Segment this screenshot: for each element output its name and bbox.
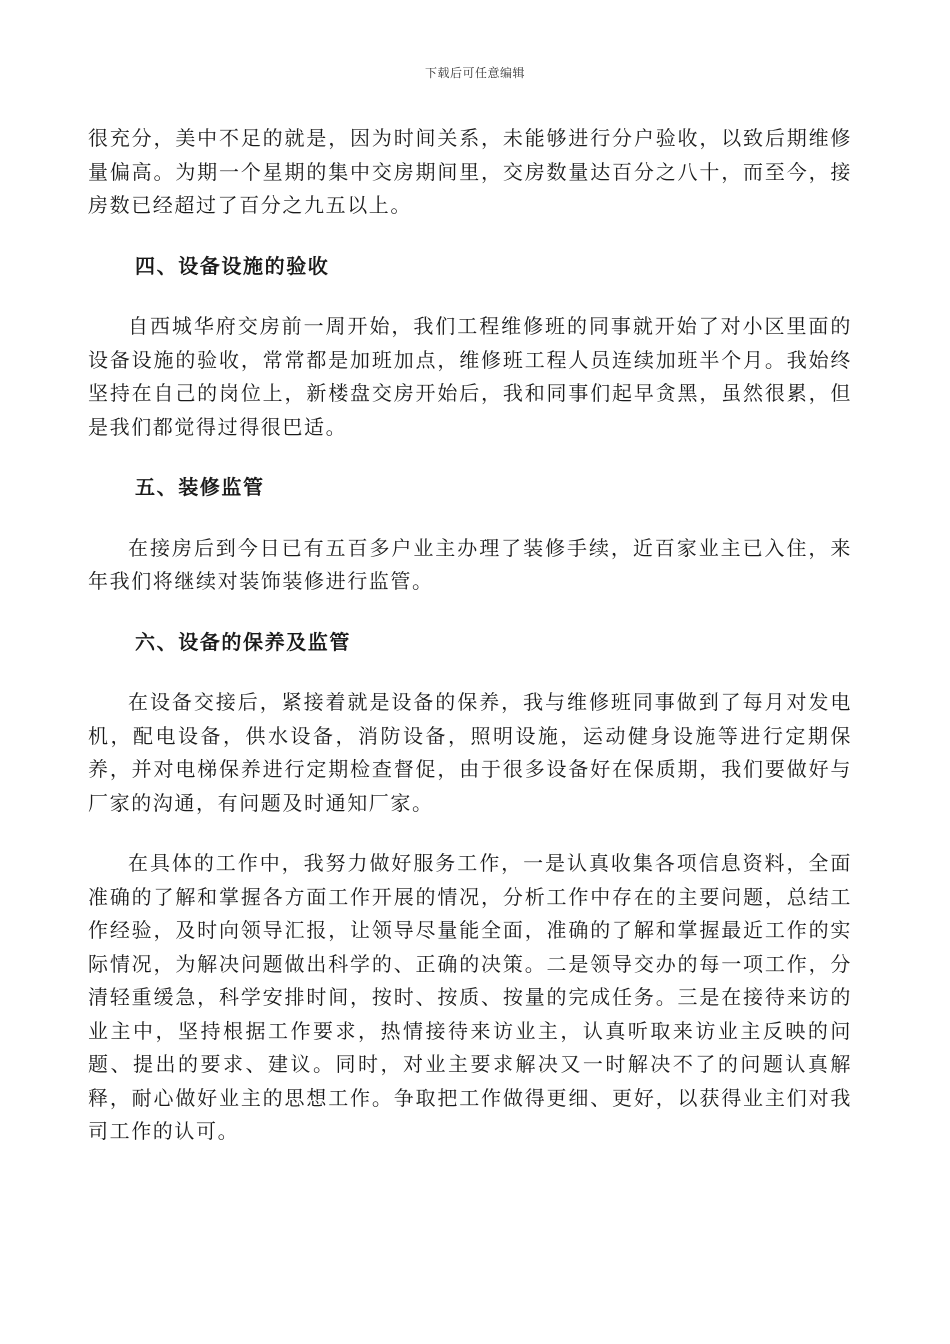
section-heading-6: 六、设备的保养及监管 bbox=[135, 629, 351, 654]
paragraph-decoration-supervision: 在接房后到今日已有五百多户业主办理了装修手续，近百家业主已入住，来年我们将继续对装饰装修进行监管。 bbox=[88, 535, 852, 593]
paragraph-continuation: 很充分，美中不足的就是，因为时间关系，未能够进行分户验收，以致后期维修量偏高。为期一个星期的集中交房期间里，交房数量达百分之八十，而至今，接房数已经超过了百分之九五以上。 bbox=[88, 126, 852, 217]
section-heading-4: 四、设备设施的验收 bbox=[135, 253, 330, 278]
paragraph-equipment-acceptance: 自西城华府交房前一周开始，我们工程维修班的同事就开始了对小区里面的设备设施的验收，常常都是加班加点，维修班工程人员连续加班半个月。我始终坚持在自己的岗位上，新楼盘交房开始后，我和同事们起早贪黑，虽然很累，但是我们都觉得过得很巴适。 bbox=[88, 314, 852, 439]
page-header: 下载后可任意编辑 bbox=[424, 66, 525, 80]
paragraph-service-work: 在具体的工作中，我努力做好服务工作，一是认真收集各项信息资料，全面准确的了解和掌握各方面工作开展的情况，分析工作中存在的主要问题，总结工作经验，及时向领导汇报，让领导尽量能全面，准确的了解和掌握最近工作的实际情况，为解决问题做出科学的、正确的决策。二是领导交办的每一项工作，分清轻重缓急，科学安排时间，按时、按质、按量的完成任务。三是在接待来访的业主中，坚持根据工作要求，热情接待来访业主，认真听取来访业主反映的问题、提出的要求、建议。同时，对业主要求解决又一时解决不了的问题认真解释，耐心做好业主的思想工作。争取把工作做得更细、更好，以获得业主们对我司工作的认可。 bbox=[88, 851, 852, 1143]
section-heading-5: 五、装修监管 bbox=[135, 475, 265, 499]
document-body bbox=[88, 122, 852, 1176]
paragraph-equipment-maintenance: 在设备交接后，紧接着就是设备的保养，我与维修班同事做到了每月对发电机，配电设备，供水设备，消防设备，照明设施，运动健身设施等进行定期保养，并对电梯保养进行定期检查督促，由于很多设备好在保质期，我们要做好与厂家的沟通，有问题及时通知厂家。 bbox=[88, 690, 852, 815]
